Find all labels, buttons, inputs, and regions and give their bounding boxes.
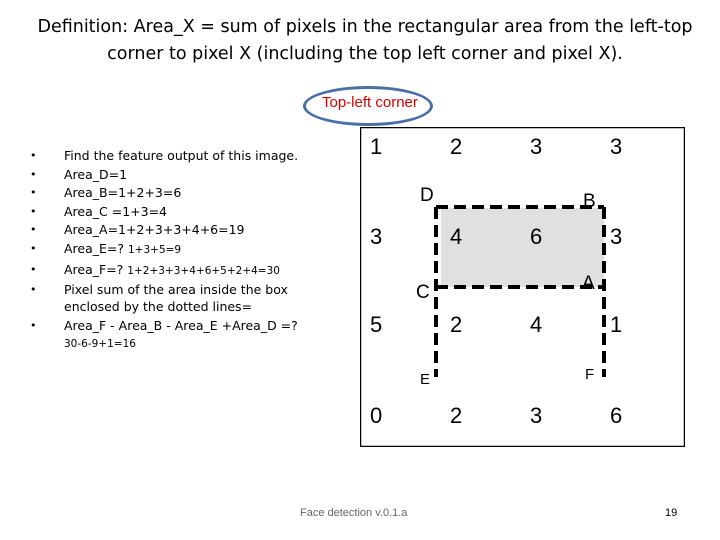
- pixel-grid: [360, 127, 685, 447]
- grid-cell-value: 3: [530, 403, 543, 428]
- bullet-item: • Area_A=1+2+3+3+4+6=19: [30, 222, 245, 238]
- bullet-item: • Area_E=? 1+3+5=9: [30, 240, 182, 256]
- grid-cell-value: 3: [530, 134, 543, 159]
- label-b: B: [583, 191, 596, 212]
- bullet-item: • Find the feature output of this image.: [30, 148, 299, 163]
- grid-cell-value: 4: [450, 224, 463, 249]
- grid-cell-value: 3: [370, 224, 383, 249]
- highlight-region: [441, 208, 604, 287]
- answer-text: 30-6-9+1=16: [64, 337, 136, 350]
- label-e: E: [420, 371, 431, 388]
- top-left-corner-label: Top-left corner: [322, 94, 418, 111]
- grid-cell-value: 4: [530, 312, 543, 337]
- grid-cell-value: 0: [370, 403, 383, 428]
- page-number: 19: [665, 507, 678, 519]
- bullet-list: [30, 147, 335, 354]
- footer-text: Face detection v.0.1.a: [300, 507, 408, 519]
- grid-cell-value: 1: [610, 312, 623, 337]
- bullet-dot-icon: •: [30, 149, 37, 162]
- bullet-item: • Area_D=1: [30, 166, 128, 182]
- label-d: D: [420, 185, 434, 206]
- grid-cell-value: 3: [610, 224, 623, 249]
- grid-cell-value: 2: [450, 403, 463, 428]
- bullet-item: • Area_F - Area_B - Area_E +Area_D =? 30-6-9+1=16: [30, 317, 298, 350]
- bullet-dot-icon: •: [30, 241, 37, 255]
- grid-cell-value: 5: [370, 312, 383, 337]
- answer-text: 1+2+3+3+4+6+5+2+4=30: [127, 264, 280, 277]
- label-f: F: [585, 366, 595, 383]
- grid-cell-value: 3: [610, 134, 623, 159]
- bullet-item: • Pixel sum of the area inside the box enclosed by the dotted lines=: [30, 282, 288, 315]
- bullet-dot-icon: •: [30, 262, 37, 276]
- slide-title: Definition: Area_X = sum of pixels in the rectangular area from the left-top corner to pixel X (including the top left corner and pixel X).: [37, 17, 693, 64]
- grid-cell-value: 2: [450, 134, 463, 159]
- bullet-item: • Area_F=? 1+2+3+3+4+6+5+2+4=30: [30, 261, 280, 277]
- answer-text: 1+3+5=9: [128, 243, 182, 256]
- grid-cell-value: 6: [610, 403, 623, 428]
- grid-cell-value: 2: [450, 312, 463, 337]
- label-a: A: [582, 273, 595, 294]
- bullet-dot-icon: •: [30, 204, 37, 218]
- bullet-item: • Area_C =1+3=4: [30, 203, 167, 219]
- bullet-dot-icon: •: [30, 283, 37, 297]
- bullet-dot-icon: •: [30, 223, 37, 237]
- bullet-item: • Area_B=1+2+3=6: [30, 185, 182, 201]
- bullet-dot-icon: •: [30, 167, 37, 181]
- bullet-dot-icon: •: [30, 318, 37, 332]
- grid-cell-value: 1: [370, 134, 383, 159]
- label-c: C: [416, 282, 430, 303]
- bullet-dot-icon: •: [30, 186, 37, 200]
- grid-cell-value: 6: [530, 224, 543, 249]
